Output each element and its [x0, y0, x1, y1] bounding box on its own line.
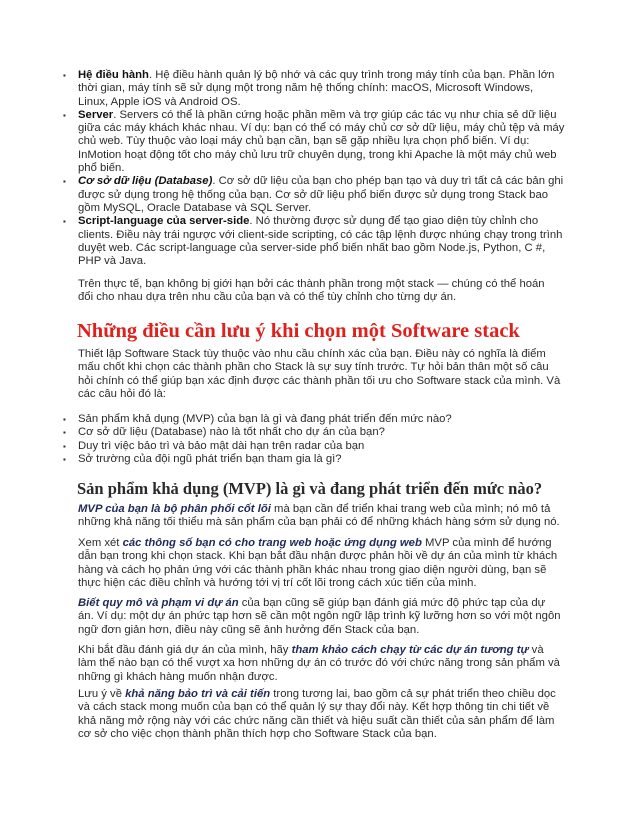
list-item [63, 215, 566, 268]
list-item-text: . Cơ sở dữ liệu của bạn cho phép bạn tạo và duy trì tất cả các bản ghi được sử dụng trong hệ thống của bạn. Cơ sở dữ liệu phổ biến được sử dụng trong Stack bao gồm MySQL, Oracle Database và SQL Server. [78, 175, 564, 214]
list-item-text: . Servers có thể là phần cứng hoặc phần mềm và trợ giúp các tác vụ như chia sẻ dữ liệu giữa các máy khách khác nhau. Ví dụ: bạn có thể có máy chủ cơ sở dữ liệu, máy chủ tệp và máy chủ web. Tùy thuộc vào loại máy chủ bạn cần, bạn sẽ gặp nhiều lựa chọn phổ biến. Ví dụ: InMotion hoạt động tốt cho máy chủ lưu trữ chuyên dụng, trong khi Apache là một máy chủ web phổ biến. [78, 108, 565, 175]
bullet-icon: ▪ [63, 428, 66, 438]
list-item-term: Script-language của server-side [78, 215, 250, 228]
list-item-text: . Hệ điều hành quản lý bộ nhớ và các quy trình trong máy tính của bạn. Phần lớn thời gian, máy tính sẽ sử dụng một trong năm hệ thống chính: macOS, Microsoft Windows, Linux, Apple iOS và Android OS. [78, 69, 555, 108]
section-heading: Những điều cần lưu ý khi chọn một Software stack [77, 320, 520, 342]
list-item-term: Server [78, 108, 114, 121]
stack-components-list [63, 69, 566, 268]
paragraph-emphasis: Biết quy mô và phạm vi dự án [78, 597, 239, 609]
list-item [63, 69, 566, 109]
body-paragraph [78, 688, 564, 741]
list-item-term: Hệ điều hành [78, 69, 149, 81]
paragraph-text: và làm thế nào bạn có thể vượt xa hơn những dự án có trước đó với chức năng trong sản phẩm và những gì khách hàng muốn nhận được. [78, 644, 560, 683]
questions-list [63, 413, 558, 466]
list-item-text: Cơ sở dữ liệu (Database) nào là tốt nhất cho dự án của bạn? [78, 426, 385, 439]
bullet-icon: ▪ [63, 177, 66, 187]
list-item-text: Sở trường của đội ngũ phát triển bạn tham gia là gì? [78, 452, 342, 465]
list-item-term: Cơ sở dữ liệu (Database) [78, 175, 213, 188]
bullet-icon: ▪ [63, 217, 66, 227]
list-item-text: . Nó thường được sử dụng để tạo giao diện tùy chỉnh cho clients. Điều này trái ngược với client-side scripting, có các tập lệnh được nhúng chạy trong trình duyệt web. Các script-language của server-side phổ biến nhất bao gồm Node.js, Python, C #, PHP và Java. [78, 215, 563, 268]
list-item [63, 108, 566, 175]
paragraph-text: Lưu ý về [78, 688, 126, 700]
paragraph-emphasis: khả năng bảo trì và cải tiến [125, 688, 271, 700]
subsection-heading: Sản phẩm khả dụng (MVP) là gì và đang phát triển đến mức nào? [77, 479, 543, 498]
list-item-text: Sản phẩm khả dụng (MVP) của bạn là gì và đang phát triển đến mức nào? [78, 413, 452, 425]
body-paragraph [78, 537, 564, 590]
paragraph-emphasis: MVP của bạn là bộ phân phối cốt lõi [78, 503, 271, 515]
list-item [63, 426, 558, 439]
bullet-icon: ▪ [63, 441, 66, 451]
bullet-icon: ▪ [63, 71, 66, 80]
paragraph-text: trong tương lai, bao gồm cả sự phát triển theo chiều dọc và cách stack mong muốn của bạn có thể quản lý sự thay đổi này. Kết hợp thông tin chi tiết về khả năng mở rộng này với các chức năng cần thiết và hiệu suất cần thiết của sản phẩm để làm cơ sở cho việc chọn thành phần thích hợp cho Software Stack của bạn. [78, 688, 556, 740]
bullet-icon: ▪ [63, 110, 66, 120]
list-item [63, 452, 558, 466]
body-paragraph [78, 644, 564, 684]
list-item-text: Duy trì việc bảo trì và bảo mật dài hạn trên radar của bạn [78, 439, 365, 452]
paragraph-text: mà bạn cần để triển khai trang web của mình; nó mô tả những khả năng tối thiểu mà sản phẩm của bạn phải có để những khách hàng sớm sử dụng nó. [78, 503, 560, 529]
paragraph-text: Khi bắt đầu đánh giá dự án của mình, hãy [78, 644, 292, 656]
body-paragraph [78, 503, 564, 530]
bullet-icon: ▪ [63, 454, 66, 464]
paragraph-emphasis: tham khảo cách chạy từ các dự án tương tự [291, 644, 529, 656]
list-item [63, 439, 558, 453]
paragraph-text: MVP của mình để hướng dẫn bạn trong khi chọn stack. Khi bạn bắt đầu nhận được phản hồi về dự án của mình từ khách hàng và cách họ phản ứng với các thành phần khác nhau trong giao diện người dùng, bạn sẽ thực hiện các điều chỉnh và hướng tới vị trí cốt lõi trong cách xúc tiến của mình. [78, 537, 558, 589]
bullet-icon: ▪ [63, 415, 66, 424]
list-item [63, 175, 566, 215]
list-item [63, 413, 558, 426]
section-intro-paragraph: Thiết lập Software Stack tùy thuộc vào nhu cầu chính xác của bạn. Điều này có nghĩa là điểm mấu chốt khi chọn các thành phần cho Stack là sự suy tính trước. Tự hỏi bản thân một số câu hỏi chính có thể giúp bạn xác định được các thành phần tối ưu cho Software stack của mình. Và các câu hỏi đó là: [78, 348, 561, 400]
paragraph-emphasis: các thông số bạn có cho trang web hoặc ứng dụng web [122, 537, 422, 549]
paragraph-text: Xem xét [78, 537, 123, 549]
intro-paragraph: Trên thực tế, bạn không bị giới hạn bởi các thành phần trong một stack — chúng có thể hoán đổi cho nhau dựa trên nhu cầu của bạn và có thể tùy chỉnh cho từng dự án. [78, 278, 545, 304]
body-paragraph [78, 597, 564, 637]
paragraph-text: của bạn cũng sẽ giúp bạn đánh giá mức độ phức tạp của dự án. Ví dụ: một dự án phức tạp hơn sẽ cần một ngôn ngữ lập trình kỹ lưỡng hơn so với một ngôn ngữ đơn giản hơn, điều này cũng sẽ ảnh hưởng đến Stack của bạn. [78, 597, 561, 636]
